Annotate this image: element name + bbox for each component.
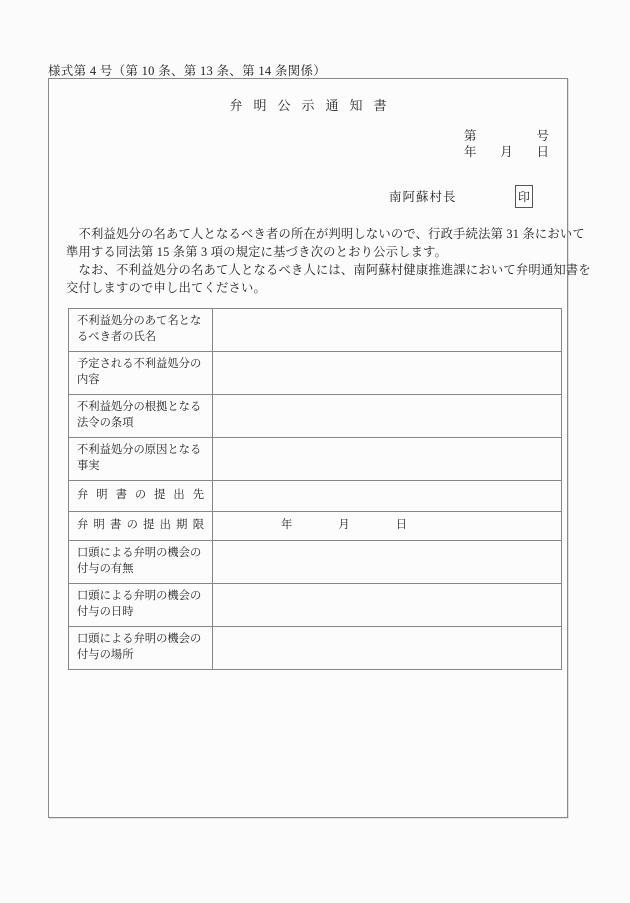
doc-number-suffix: 号 [536,129,549,143]
doc-number-prefix: 第 [464,129,477,143]
row-value [213,481,562,512]
document-title: 弁明公示通知書 [229,98,398,113]
row-value [213,352,562,395]
row-label: 不利益処分のあて名となるべき者の氏名 [69,309,213,352]
row-label: 口頭による弁明の機会の付与の日時 [69,584,213,627]
row-value [213,541,562,584]
deadline-date-line [281,518,407,534]
row-label: 予定される不利益処分の内容 [69,352,213,395]
table-row [69,584,562,627]
issue-date-month: 月 [500,145,513,159]
row-value [213,309,562,352]
row-value [213,438,562,481]
row-value [213,512,562,541]
issue-date-day: 日 [536,145,549,159]
row-label: 弁明書の提出先 [69,481,213,512]
row-value [213,395,562,438]
body-line: 交付しますので申し出てください。 [66,281,266,295]
body-paragraph [66,225,591,297]
deadline-year: 年 [281,519,293,532]
issue-date-year: 年 [464,145,477,159]
issue-date-line [464,142,549,160]
document-border-box [48,78,591,818]
body-line: 準用する同法第 15 条第 3 項の規定に基づき次のとおり公示します。 [66,245,448,259]
form-style-label: 様式第 4 号（第 10 条、第 13 条、第 14 条関係） [48,64,327,78]
row-value [213,627,562,670]
body-line: 不利益処分の名あて人となるべき者の所在が判明しないので、行政手続法第 31 条において [66,227,585,241]
body-line: なお、不利益処分の名あて人となるべき人には、南阿蘇村健康推進課において弁明通知書を [66,263,591,277]
row-label: 不利益処分の原因となる事実 [69,438,213,481]
table-row [69,512,562,541]
table-row [69,481,562,512]
issuer-name: 南阿蘇村長 [389,190,457,204]
row-label: 口頭による弁明の機会の付与の有無 [69,541,213,584]
table-row [69,309,562,352]
table-row [69,395,562,438]
table-row [69,627,562,670]
row-value [213,584,562,627]
row-label: 不利益処分の根拠となる法令の条項 [69,395,213,438]
table-row [69,352,562,395]
seal-stamp: 印 [515,185,533,208]
table-row [69,541,562,584]
deadline-day: 日 [395,519,407,532]
row-label: 口頭による弁明の機会の付与の場所 [69,627,213,670]
form-table [68,308,562,670]
row-label: 弁明書の提出期限 [69,512,213,541]
table-row [69,438,562,481]
deadline-month: 月 [338,519,350,532]
